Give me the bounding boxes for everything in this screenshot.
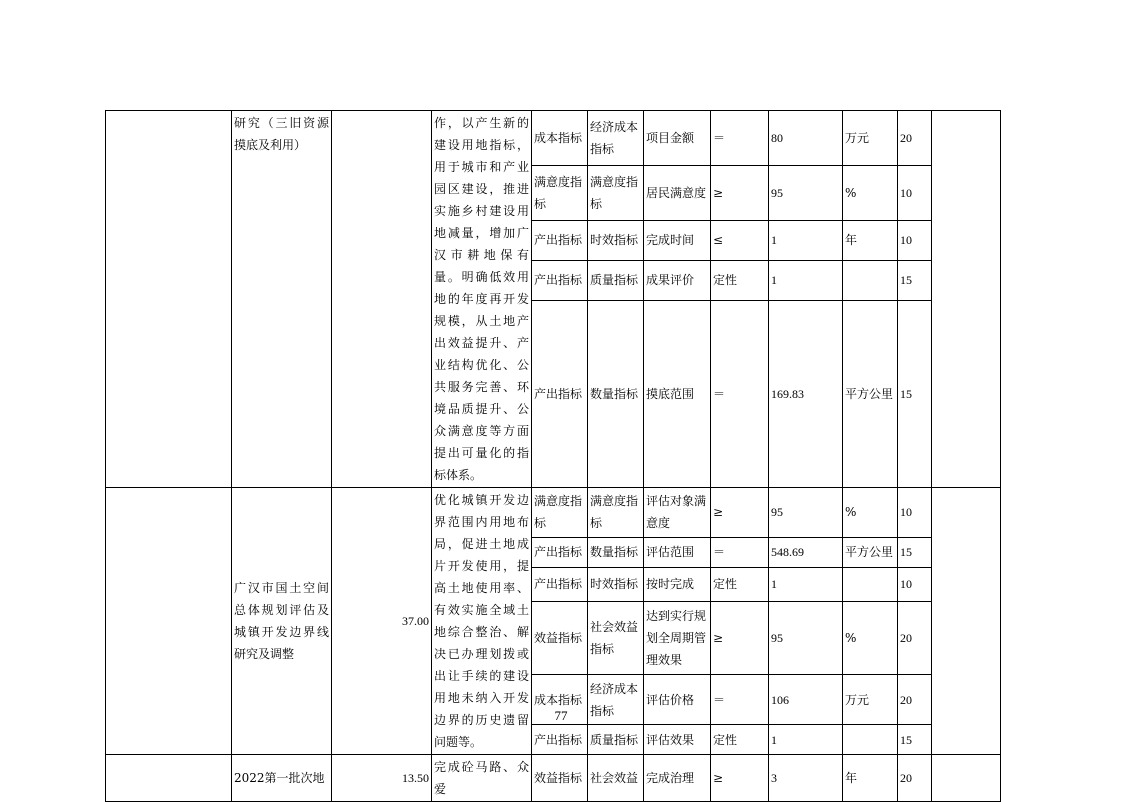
level2-indicator: 社会效益 xyxy=(588,755,644,802)
indicator-name: 摸底范围 xyxy=(644,300,711,487)
page-number: 77 xyxy=(554,708,568,723)
level1-indicator: 产出指标 xyxy=(532,725,588,755)
table-row xyxy=(106,755,1001,802)
weight: 15 xyxy=(898,300,932,487)
unit: % xyxy=(843,166,898,221)
operator: ≥ xyxy=(711,755,769,802)
cell-blank xyxy=(932,111,1001,488)
target-value: 1 xyxy=(769,221,843,261)
operator: ＝ xyxy=(711,111,769,166)
level2-indicator: 满意度指标 xyxy=(588,166,644,221)
level1-indicator: 成本指标 xyxy=(532,675,588,725)
level2-indicator: 时效指标 xyxy=(588,221,644,261)
level2-indicator: 经济成本指标 xyxy=(588,111,644,166)
indicator-name: 评估效果 xyxy=(644,725,711,755)
indicator-name: 按时完成 xyxy=(644,567,711,601)
level2-indicator: 质量指标 xyxy=(588,260,644,300)
level1-indicator: 产出指标 xyxy=(532,221,588,261)
weight: 15 xyxy=(898,260,932,300)
target-value: 95 xyxy=(769,488,843,538)
target-value: 1 xyxy=(769,567,843,601)
level2-indicator: 满意度指标 xyxy=(588,488,644,538)
level2-indicator: 经济成本指标 xyxy=(588,675,644,725)
target-value: 80 xyxy=(769,111,843,166)
unit: 平方公里 xyxy=(843,300,898,487)
project-name-cell: 2022第一批次地 xyxy=(232,755,332,802)
level1-indicator: 成本指标 xyxy=(532,111,588,166)
performance-indicator-table xyxy=(105,110,1001,802)
indicator-name: 评估价格 xyxy=(644,675,711,725)
amount-cell xyxy=(332,111,432,488)
weight: 10 xyxy=(898,567,932,601)
unit: 年 xyxy=(843,221,898,261)
description-cell: 完成砼马路、众爱 xyxy=(432,755,532,802)
unit: 年 xyxy=(843,755,898,802)
level1-indicator: 满意度指标 xyxy=(532,166,588,221)
operator: 定性 xyxy=(711,260,769,300)
level1-indicator: 效益指标 xyxy=(532,755,588,802)
target-value: 1 xyxy=(769,260,843,300)
operator: ＝ xyxy=(711,537,769,567)
amount-cell: 37.00 xyxy=(332,488,432,755)
weight: 10 xyxy=(898,166,932,221)
unit: 万元 xyxy=(843,675,898,725)
target-value: 95 xyxy=(769,601,843,674)
level2-indicator: 数量指标 xyxy=(588,300,644,487)
unit xyxy=(843,260,898,300)
target-value: 95 xyxy=(769,166,843,221)
target-value: 169.83 xyxy=(769,300,843,487)
weight: 15 xyxy=(898,725,932,755)
unit: 平方公里 xyxy=(843,537,898,567)
cell-blank xyxy=(932,755,1001,802)
weight: 20 xyxy=(898,675,932,725)
indicator-name: 项目金额 xyxy=(644,111,711,166)
indicator-name: 居民满意度 xyxy=(644,166,711,221)
level2-indicator: 质量指标 xyxy=(588,725,644,755)
target-value: 3 xyxy=(769,755,843,802)
operator: ≥ xyxy=(711,488,769,538)
project-name-cell: 广汉市国土空间总体规划评估及城镇开发边界线研究及调整 xyxy=(232,488,332,755)
indicator-name: 成果评价 xyxy=(644,260,711,300)
level1-indicator: 效益指标 xyxy=(532,601,588,674)
operator: ＝ xyxy=(711,675,769,725)
cell-blank xyxy=(106,111,232,488)
operator: 定性 xyxy=(711,725,769,755)
cell-blank xyxy=(106,755,232,802)
indicator-name: 完成治理 xyxy=(644,755,711,802)
level2-indicator: 社会效益指标 xyxy=(588,601,644,674)
unit: 万元 xyxy=(843,111,898,166)
level1-indicator: 产出指标 xyxy=(532,567,588,601)
target-value: 548.69 xyxy=(769,537,843,567)
unit xyxy=(843,567,898,601)
unit xyxy=(843,725,898,755)
unit: % xyxy=(843,601,898,674)
level1-indicator: 产出指标 xyxy=(532,260,588,300)
project-name-cell: 研究（三旧资源摸底及利用） xyxy=(232,111,332,488)
indicator-name: 完成时间 xyxy=(644,221,711,261)
target-value: 106 xyxy=(769,675,843,725)
weight: 10 xyxy=(898,221,932,261)
level2-indicator: 数量指标 xyxy=(588,537,644,567)
operator: ＝ xyxy=(711,300,769,487)
weight: 20 xyxy=(898,601,932,674)
table-row xyxy=(106,488,1001,538)
operator: ≤ xyxy=(711,221,769,261)
amount-cell: 13.50 xyxy=(332,755,432,802)
weight: 20 xyxy=(898,755,932,802)
indicator-name: 评估对象满意度 xyxy=(644,488,711,538)
level1-indicator: 产出指标 xyxy=(532,537,588,567)
table-row xyxy=(106,111,1001,166)
weight: 20 xyxy=(898,111,932,166)
indicator-name: 评估范围 xyxy=(644,537,711,567)
indicator-name: 达到实行规划全周期管理效果 xyxy=(644,601,711,674)
description-cell: 优化城镇开发边界范围内用地布局，促进土地成片开发使用，提高土地使用率、有效实施全域土地综合整治、解决已办理划拨或出让手续的建设用地未纳入开发边界的历史遗留问题等。 xyxy=(432,488,532,755)
target-value: 1 xyxy=(769,725,843,755)
weight: 15 xyxy=(898,537,932,567)
level2-indicator: 时效指标 xyxy=(588,567,644,601)
operator: ≥ xyxy=(711,601,769,674)
operator: 定性 xyxy=(711,567,769,601)
description-cell: 作，以产生新的建设用地指标，用于城市和产业园区建设，推进实施乡村建设用地减量，增加广汉市耕地保有量。明确低效用地的年度再开发规模，从土地产出效益提升、产业结构优化、公共服务完善、环境品质提升、公众满意度等方面提出可量化的指标体系。 xyxy=(432,111,532,488)
level1-indicator: 满意度指标 xyxy=(532,488,588,538)
unit: % xyxy=(843,488,898,538)
level1-indicator: 产出指标 xyxy=(532,300,588,487)
operator: ≥ xyxy=(711,166,769,221)
weight: 10 xyxy=(898,488,932,538)
